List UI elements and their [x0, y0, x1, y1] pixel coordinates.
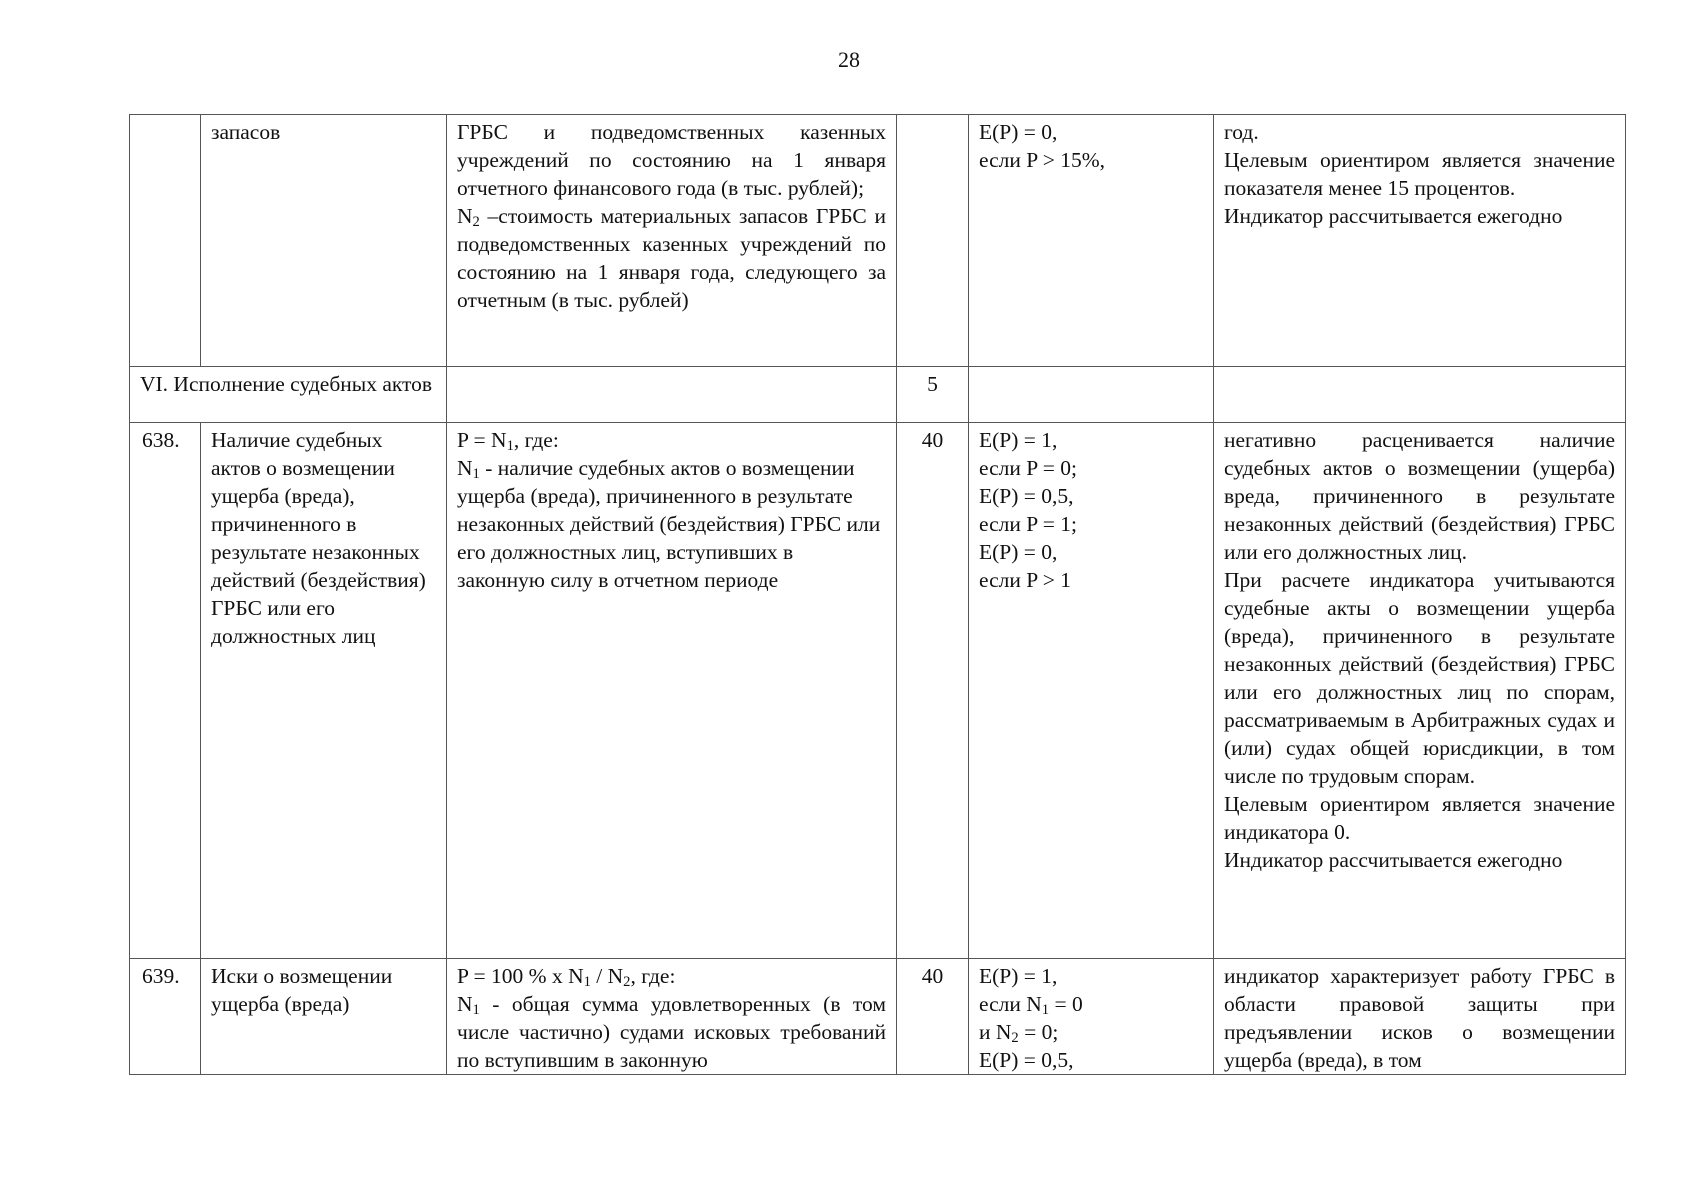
cell-num: [130, 115, 201, 367]
score-subscript: 1: [1041, 1001, 1050, 1018]
comment-paragraph: индикатор характеризует работу ГРБС в области правовой защиты при предъявлении исков о возмещении ущерба (вреда), в том: [1224, 964, 1615, 1072]
cell-weight: [897, 115, 969, 367]
score-line: если P > 1: [979, 568, 1072, 592]
score-line: если P = 0;: [979, 456, 1077, 480]
score-line: если P > 15%,: [979, 148, 1106, 172]
score-line: E(P) = 0,5,: [979, 484, 1074, 508]
score-line: если P = 1;: [979, 512, 1077, 536]
score-line: [979, 990, 1203, 1018]
comment-paragraph: Целевым ориентиром является значение индикатора 0.: [1224, 792, 1615, 844]
comment-paragraph: Индикатор рассчитывается ежегодно: [1224, 204, 1563, 228]
indicator-weight: 40: [921, 428, 944, 452]
row-number: 638.: [142, 428, 180, 452]
formula-subscript: 2: [623, 973, 631, 990]
formula-head: / N: [590, 964, 624, 988]
cell-indicator-name: [201, 959, 447, 1075]
indicator-name: Наличие судебных актов о возмещении ущерба (вреда), причиненного в результате незаконных действий (бездействия) ГРБС или его должностных лиц: [211, 428, 426, 648]
cell-weight: [897, 423, 969, 959]
score-line: E(P) = 0,: [979, 120, 1058, 144]
cell-empty: [969, 367, 1214, 423]
formula-subscript: 1: [506, 437, 514, 454]
formula-head: P = 100 % x N: [457, 964, 584, 988]
score-line: E(P) = 1,: [979, 964, 1058, 988]
indicator-weight: 40: [921, 964, 944, 988]
formula-paragraph: –стоимость материальных запасов ГРБС и подведомственных казенных учреждений по состоянию на 1 января года, следующего за отчетным (в тыс. рублей): [457, 204, 886, 312]
cell-empty: [447, 367, 897, 423]
formula-subscript: 1: [583, 973, 591, 990]
cell-scores: [969, 423, 1214, 959]
formula-head: P = N: [457, 428, 507, 452]
formula-paragraph: - общая сумма удовлетворенных (в том числе частично) судами исковых требований по вступившим в законную: [457, 992, 886, 1072]
cell-scores: [969, 959, 1214, 1075]
table-row-638: [130, 423, 1626, 959]
comment-paragraph: При расчете индикатора учитываются судебные акты о возмещении ущерба (вреда), причиненного в результате незаконных действий (бездействия) ГРБС или его должностных лиц по спорам, рассматриваемым в Арбитражных судах и (или) судах общей юрисдикции, в том числе по трудовым спорам.: [1224, 568, 1615, 788]
score-text: и N: [979, 1020, 1012, 1044]
page-number: 28: [838, 47, 860, 72]
score-line: [979, 1018, 1203, 1046]
score-text: = 0;: [1018, 1020, 1059, 1044]
formula-symbol: N: [457, 456, 473, 480]
score-line: E(P) = 0,5,: [979, 1048, 1074, 1072]
formula-subscript: 1: [472, 1001, 480, 1018]
cell-formula: [447, 959, 897, 1075]
score-text: если N: [979, 992, 1042, 1016]
cell-num: [130, 423, 201, 959]
cell-num: [130, 959, 201, 1075]
comment-paragraph: негативно расценивается наличие судебных актов о возмещении (ущерба) вреда, причиненного в результате незаконных действий (бездействия) ГРБС или его должностных лиц.: [1224, 428, 1615, 564]
score-text: = 0: [1049, 992, 1083, 1016]
section-row: [130, 367, 1626, 423]
comment-paragraph: Индикатор рассчитывается ежегодно: [1224, 848, 1563, 872]
table-row-continued: [130, 115, 1626, 367]
cell-comment: [1214, 959, 1626, 1075]
formula-paragraph: ГРБС и подведомственных казенных учреждений по состоянию на 1 января отчетного финансового года (в тыс. рублей);: [457, 120, 886, 200]
comment-paragraph: год.: [1224, 120, 1259, 144]
formula-symbol: N: [457, 992, 473, 1016]
formula-head: , где:: [630, 964, 676, 988]
cell-section-title: [130, 367, 447, 423]
cell-empty: [1214, 367, 1626, 423]
formula-head: , где:: [513, 428, 559, 452]
cell-weight: [897, 367, 969, 423]
cell-formula: [447, 423, 897, 959]
cell-scores: [969, 115, 1214, 367]
score-subscript: 2: [1011, 1029, 1019, 1046]
formula-subscript: 1: [472, 465, 480, 482]
formula-subscript: 2: [472, 213, 480, 230]
score-line: E(P) = 0,: [979, 540, 1058, 564]
cell-indicator-name: [201, 423, 447, 959]
cell-indicator-name: [201, 115, 447, 367]
indicators-table: [129, 114, 1626, 1075]
cell-weight: [897, 959, 969, 1075]
section-title: VI. Исполнение судебных актов: [140, 372, 433, 396]
cell-formula: [447, 115, 897, 367]
formula-paragraph: - наличие судебных актов о возмещении ущерба (вреда), причиненного в результате незаконных действий (бездействия) ГРБС или его должностных лиц, вступивших в законную силу в отчетном периоде: [457, 456, 881, 592]
section-weight: 5: [927, 372, 938, 396]
score-line: E(P) = 1,: [979, 428, 1058, 452]
indicator-name: Иски о возмещении ущерба (вреда): [211, 964, 393, 1016]
indicator-name: запасов: [211, 120, 281, 144]
table-row-639: [130, 959, 1626, 1075]
row-number: 639.: [142, 964, 180, 988]
comment-paragraph: Целевым ориентиром является значение показателя менее 15 процентов.: [1224, 148, 1615, 200]
cell-comment: [1214, 115, 1626, 367]
cell-comment: [1214, 423, 1626, 959]
formula-symbol: N: [457, 204, 473, 228]
